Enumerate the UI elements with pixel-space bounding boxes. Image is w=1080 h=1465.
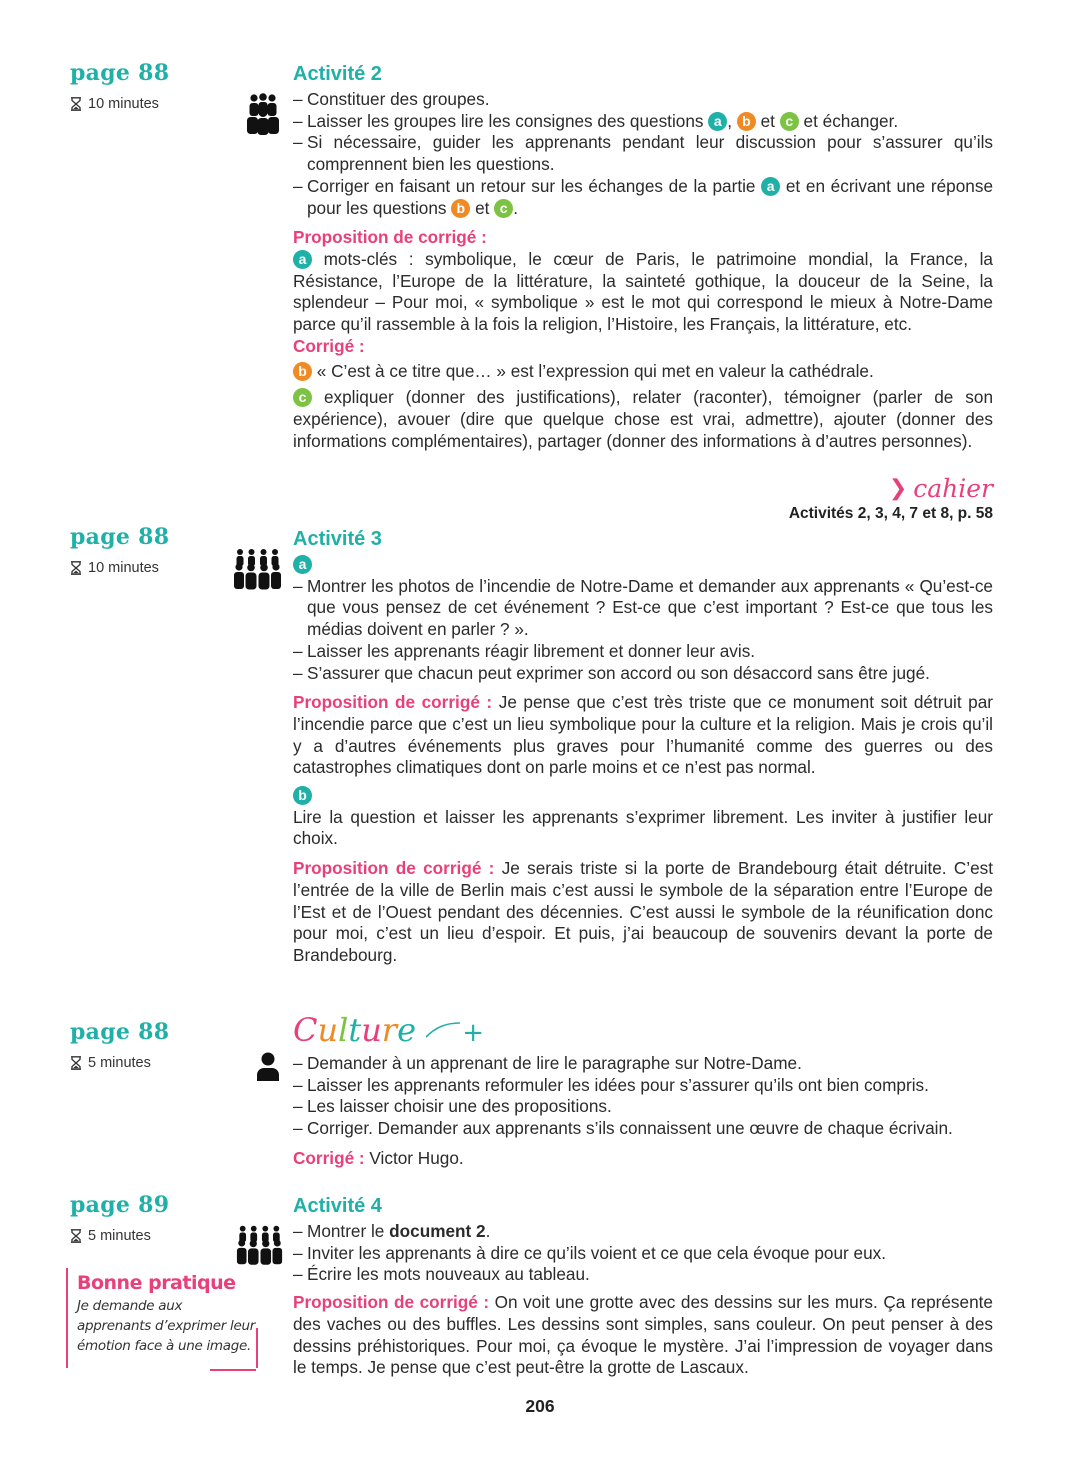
proposition-label: Proposition de corrigé : [293,227,487,248]
activite-2 [293,61,993,452]
badge-c: c [780,112,799,131]
title-letter: C [293,1011,318,1049]
page-ref: page 88 [70,1019,170,1045]
badge-b: b [293,362,312,381]
page-ref: page 89 [70,1192,170,1218]
group-people-icon [245,93,281,135]
badge-b: b [293,786,312,805]
list-item [293,1264,993,1286]
list-item-text: Corriger en faisant un retour sur les échanges de la partie [307,175,756,196]
activity-title: Activité 4 [293,1195,382,1217]
corrige-text: « C’est à ce titre que… » est l’expression qui met en valeur la cathédrale. [316,361,874,382]
proposition-text: On voit une grotte avec des dessins sur les murs. Ça représente des vaches ou des buffles. Les dessins sont simples, sans couleur. On peut penser à des dessins préhistoriques. Pour moi, ça évoque le mystère. J’ai l’impression de voyager dans le temps. Je pense que c’est peut-être la grotte de Lascaux. [293,1292,993,1378]
list-item-text: Écrire les mots nouveaux au tableau. [307,1264,590,1285]
hourglass-icon [70,97,82,111]
proposition-label: Proposition de corrigé : [293,692,493,713]
badge-a: a [761,177,780,196]
list-item-text: S’assurer que chacun peut exprimer son accord ou son désaccord sans être jugé. [307,662,930,683]
badge-c: c [494,199,513,218]
crowd-icon [232,548,284,590]
duration-text: 10 minutes [88,560,159,576]
badge-a: a [293,555,312,574]
title-letter: l [338,1011,349,1049]
badge-a: a [708,112,727,131]
chevron-right-icon: ❯ [888,476,908,501]
duration-text: 10 minutes [88,96,159,112]
list-item-text: Si nécessaire, guider les apprenants pendant leur discussion pour s’assurer qu’ils comprennent bien les questions. [307,132,993,175]
list-item-text: Corriger. Demander aux apprenants s’ils connaissent une œuvre de chaque écrivain. [307,1118,953,1139]
list-item [293,1053,993,1075]
instruction-list [293,89,993,219]
culture-plus-sign: + [462,1018,484,1048]
title-letter: u [361,1011,382,1049]
document-ref: document 2 [389,1221,486,1241]
list-item [293,1243,993,1265]
activity-title: Activité 2 [293,63,382,85]
part-b-marker [293,785,993,807]
corrige-text: expliquer (donner des justifications), relater (raconter), témoigner (parler de son expérience), avouer (dire que quelque chose est vrai, admettre), ajouter (donner des informations complémentaires), partager (donner des informations à d’autres personnes). [293,387,993,451]
list-item-text: et échanger. [803,110,899,131]
title-letter: u [317,1011,339,1049]
proposition-label: Proposition de corrigé : [293,1292,490,1313]
proposition-text: Je pense que c’est très triste que ce monument soit détruit par l’incendie parce que c’est un lieu symbolique pour la culture et la religion. Mais je crois qu’il y a d’autres événements plus graves pour l’humanité comme des guerres ou des catastrophes climatiques dont on parle moins et ce n’est pas normal. [293,692,993,778]
list-item-text: Inviter les apprenants à dire ce qu’ils voient et ce que cela évoque pour eux. [307,1242,887,1263]
activite-4 [293,1193,993,1379]
tip-text: Je demande aux apprenants d’exprimer leur émotion face à une image. [77,1298,255,1354]
list-item-text: Montrer le [307,1221,385,1241]
list-item-text: Laisser les apprenants reformuler les idées pour s’assurer qu’ils ont bien compris. [307,1074,929,1095]
duration [70,1055,260,1071]
badge-a: a [293,250,312,269]
swoosh-decoration [426,1021,462,1039]
page-ref: page 88 [70,60,170,86]
instruction-list [293,576,993,685]
separator: . [485,1221,491,1241]
list-item [293,1221,993,1243]
list-item [293,111,993,133]
separator: , [727,110,733,131]
list-item-text: Les laisser choisir une des propositions. [307,1096,612,1117]
list-item [293,132,993,175]
meta-activite-4 [70,1192,260,1244]
corrige-label: Corrigé : [293,335,365,356]
cahier-reference [789,474,993,523]
badge-b: b [737,112,756,131]
corrige-c [293,387,993,452]
list-item [293,89,993,111]
list-item-text: Montrer les photos de l’incendie de Notre-Dame et demander aux apprenants « Qu’est-ce que vous pensez de cet événement ? Est-ce que c’est important ? Est-ce que tous les médias doivent en parler ? ». [307,575,993,640]
corrige-text: Victor Hugo. [369,1147,464,1168]
title-letter: r [381,1011,398,1049]
page-number: 206 [525,1396,555,1416]
list-item [293,663,993,685]
corrige [293,1148,993,1170]
proposition-corrige-a [293,692,993,779]
proposition-text: mots-clés : symbolique, le cœur de Paris, le patrimoine mondial, la France, la Résistance, l’Europe de la littérature, la sainteté gothique, la douceur de la Seine, la splendeur – Pour moi, « symbolique » est le mot qui correspond le mieux à Notre-Dame parce qu’il rassemble à la fois la religion, l’Histoire, les Français, la littérature, etc. [293,248,993,335]
proposition-corrige [293,1292,993,1379]
tip-border [210,1369,256,1371]
culture-plus [293,1012,993,1170]
hourglass-icon [70,561,82,575]
crowd-icon [235,1224,285,1266]
instruction-list [293,1221,993,1286]
cahier-title [789,474,993,503]
list-item [293,576,993,641]
meta-culture [70,1019,260,1071]
duration-text: 5 minutes [88,1055,151,1071]
title-letter: t [348,1011,362,1049]
separator: . [513,197,518,218]
list-item-text: Laisser les apprenants réagir librement et donner leur avis. [307,640,756,661]
title-letter: e [397,1011,417,1049]
proposition-corrige [293,227,993,336]
page-ref: page 88 [70,524,170,550]
conjunction: et [760,110,775,131]
activite-3 [293,526,993,967]
hourglass-icon [70,1056,82,1070]
culture-title [293,1012,484,1051]
list-item [293,176,993,219]
instruction-list [293,1053,993,1140]
duration [70,1228,260,1244]
part-a-marker [293,554,993,576]
badge-c: c [293,388,312,407]
activity-title: Activité 3 [293,528,382,550]
corrige-b [293,361,993,383]
cahier-label: cahier [913,474,993,503]
instruction-b: Lire la question et laisser les apprenants s’exprimer librement. Les inviter à justifier leur choix. [293,806,993,849]
tip-title: Bonne pratique [77,1272,236,1294]
cahier-activities: Activités 2, 3, 4, 7 et 8, p. 58 [788,505,993,522]
badge-b: b [451,199,470,218]
list-item [293,1075,993,1097]
hourglass-icon [70,1229,82,1243]
duration [70,96,260,112]
list-item [293,1118,993,1140]
list-item [293,1096,993,1118]
duration-text: 5 minutes [88,1228,151,1244]
person-icon [256,1052,280,1082]
list-item-text: Laisser les groupes lire les consignes des questions [307,110,704,131]
proposition-corrige-b [293,858,993,967]
proposition-text: Je serais triste si la porte de Brandebourg était détruite. C’est l’entrée de la ville de Berlin mais c’est aussi le symbole de la séparation entre l’Europe de l’Est et de l’Ouest pendant des décennies. C’est aussi le symbole de la réunification donc pour moi, c’est un lieu d’espoir. Et puis, j’ai beaucoup de souvenirs devant la porte de Brandebourg. [293,858,993,965]
list-item-text: et en écrivant une réponse pour les questions [307,175,994,218]
bonne-pratique-box [66,1268,258,1368]
list-item-text: Constituer des groupes. [307,89,490,109]
proposition-label: Proposition de corrigé : [293,858,495,879]
meta-activite-2 [70,60,260,112]
corrige-label-line [293,336,993,358]
corrige-label: Corrigé : [293,1147,365,1168]
conjunction: et [475,197,490,218]
list-item-text: Demander à un apprenant de lire le paragraphe sur Notre-Dame. [307,1053,802,1073]
list-item [293,641,993,663]
